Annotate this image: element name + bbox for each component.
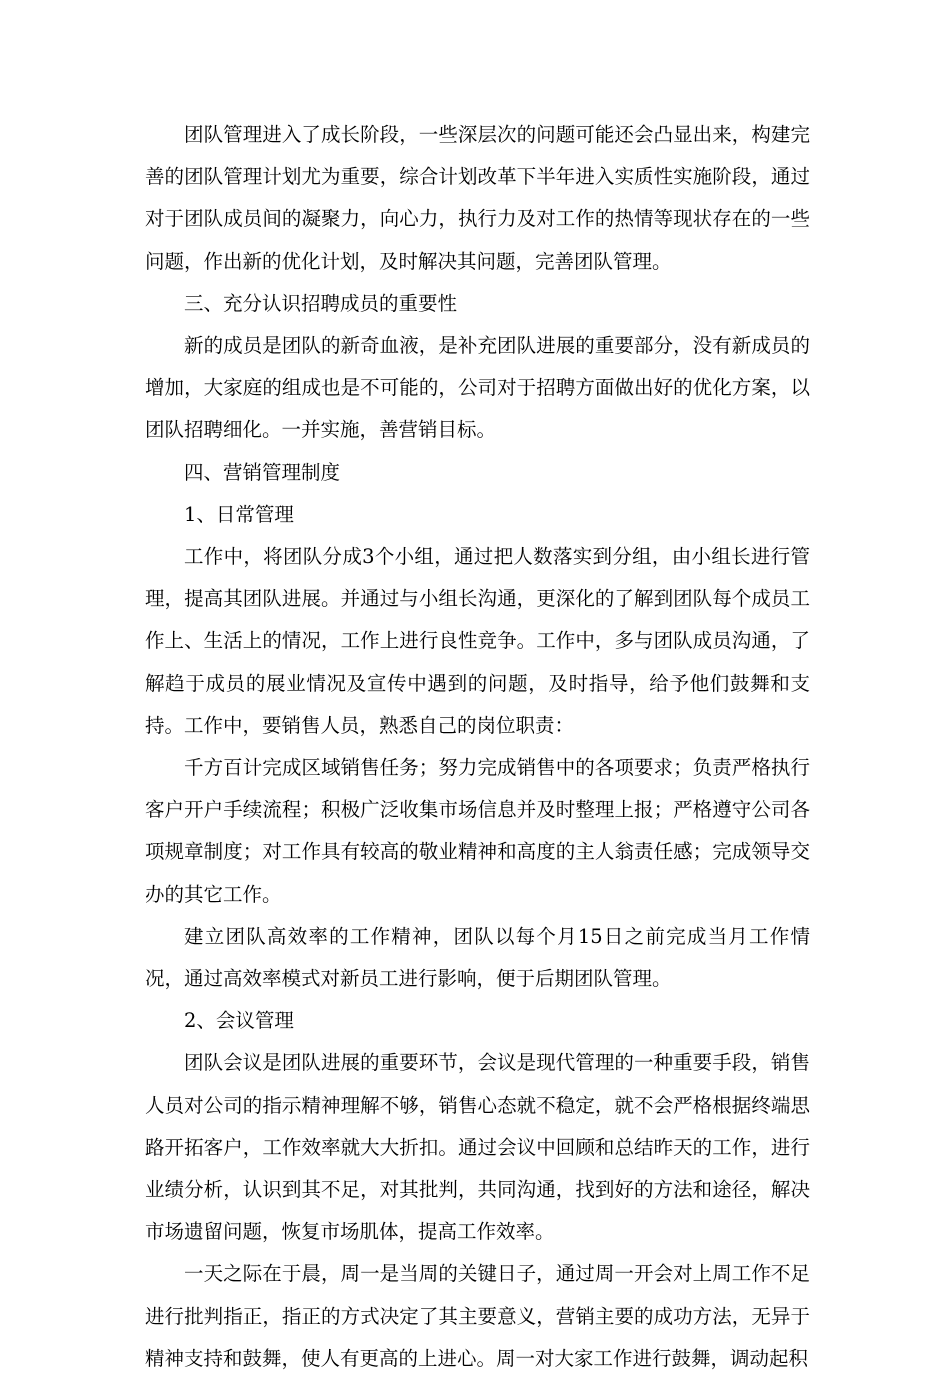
document-body: [145, 114, 810, 1380]
paragraph-new-members: 新的成员是团队的新奇血液，是补充团队进展的重要部分，没有新成员的增加，大家庭的组成也是不可能的，公司对于招聘方面做出好的优化方案，以团队招聘细化。一并实施，善营销目标。: [145, 334, 810, 442]
paragraph-team-growth: 团队管理进入了成长阶段，一些深层次的问题可能还会凸显出来，构建完善的团队管理计划尤为重要，综合计划改革下半年进入实质性实施阶段，通过对于团队成员间的凝聚力，向心力，执行力及对工作的热情等现状存在的一些问题，作出新的优化计划，及时解决其问题，完善团队管理。: [145, 123, 810, 273]
paragraph-daily-work: 工作中，将团队分成3个小组，通过把人数落实到分组，由小组长进行管理，提高其团队进展。并通过与小组长沟通，更深化的了解到团队每个成员工作上、生活上的情况，工作上进行良性竞争。工作中，多与团队成员沟通，了解趋于成员的展业情况及宣传中遇到的问题，及时指导，给予他们鼓舞和支持。工作中，要销售人员，熟悉自己的岗位职责：: [145, 545, 810, 737]
heading-recruitment-importance: 三、充分认识招聘成员的重要性: [184, 291, 458, 315]
heading-marketing-management: 四、营销管理制度: [184, 460, 341, 484]
paragraph-team-meetings: 团队会议是团队进展的重要环节，会议是现代管理的一种重要手段，销售人员对公司的指示精神理解不够，销售心态就不稳定，就不会严格根据终端思路开拓客户，工作效率就大大折扣。通过会议中回顾和总结昨天的工作，进行业绩分析，认识到其不足，对其批判，共同沟通，找到好的方法和途径，解决市场遗留问题，恢复市场肌体，提高工作效率。: [145, 1051, 810, 1244]
paragraph-job-duties: 千方百计完成区域销售任务；努力完成销售中的各项要求；负责严格执行客户开户手续流程；积极广泛收集市场信息并及时整理上报；严格遵守公司各项规章制度；对工作具有较高的敬业精神和高度的主人翁责任感；完成领导交办的其它工作。: [145, 756, 810, 906]
paragraph-efficiency-spirit: 建立团队高效率的工作精神，团队以每个月15日之前完成当月工作情况，通过高效率模式对新员工进行影响，便于后期团队管理。: [145, 924, 810, 991]
paragraph-monday-meeting: 一天之际在于晨，周一是当周的关键日子，通过周一开会对上周工作不足进行批判指正，指正的方式决定了其主要意义，营销主要的成功方法，无异于精神支持和鼓舞，使人有更高的上进心。周一对大家工作进行鼓舞，调动起积: [145, 1262, 810, 1370]
subheading-daily-management: 1、日常管理: [184, 502, 294, 526]
subheading-meeting-management: 2、会议管理: [184, 1009, 294, 1033]
